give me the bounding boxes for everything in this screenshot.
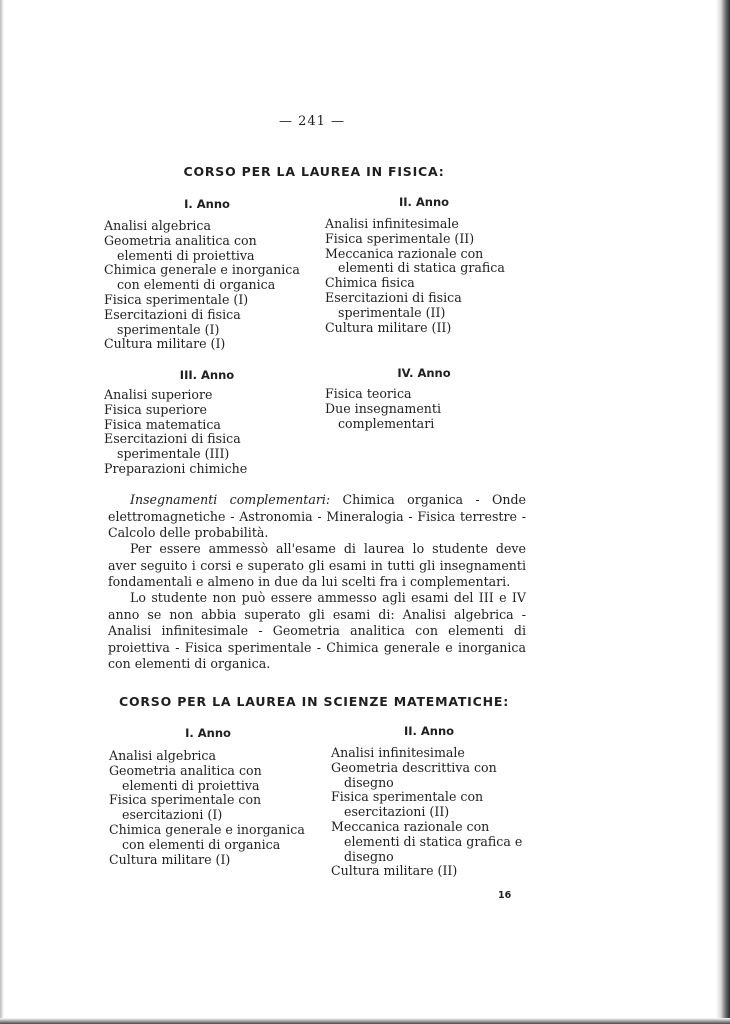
course-item: Analisi infinitesimale [325,216,459,231]
course-item: Cultura militare (II) [331,863,458,879]
course-item: Fisica sperimentale (I) [104,291,249,307]
year-heading: III. Anno [179,368,235,382]
year-heading: I. Anno [185,726,231,740]
course-list [325,387,524,431]
course-item: Fisica teorica [325,386,412,401]
page-number: — 241 — [278,114,346,129]
complementari-label: Insegnamenti complementari: [130,492,331,507]
section-title-fisica: CORSO PER LA LAUREA IN FISICA: [183,164,445,179]
course-item: Meccanica razionale con elementi di statica grafica [325,245,505,276]
paragraph-text: Per essere ammessò all'esame di laurea lo studente deve aver seguito i corsi e superato gli esami in tutti gli insegnamenti fondamentali e almeno in due da lui scelti fra i complementari. [108,541,526,590]
year-heading: II. Anno [398,195,450,209]
course-item: Fisica matematica [104,416,221,432]
paragraph-complementari [108,492,526,542]
course-item: Analisi superiore [104,387,213,402]
course-list [331,746,528,879]
course-item: Chimica generale e inorganica con elementi di organica [109,821,305,852]
scan-bottom-edge [0,1018,730,1024]
course-item: Chimica fisica [325,275,415,291]
course-item: Esercitazioni di fisica sperimentale (I) [104,306,241,337]
course-item: Analisi algebrica [109,748,216,763]
course-item: Fisica superiore [104,401,208,417]
course-item: Meccanica razionale con elementi di statica grafica e disegno [331,818,523,864]
folio-number: 16 [498,890,512,901]
complementari-text: Chimica organica - Onde elettromagnetiche - Astronomia - Mineralogia - Fisica terrestre - Calcolo delle probabilità. [108,492,526,541]
course-item: Preparazioni chimiche [104,460,248,476]
year-heading: II. Anno [403,724,455,738]
course-item: Esercitazioni di fisica sperimentale (III) [104,431,241,462]
course-item: Analisi algebrica [104,218,211,233]
section-title-matematiche: CORSO PER LA LAUREA IN SCIENZE MATEMATICHE: [118,694,509,709]
course-item: Chimica generale e inorganica con elementi di organica [104,262,300,293]
course-item: Fisica sperimentale (II) [325,230,475,246]
course-item: Cultura militare (I) [109,851,231,867]
course-item: Geometria analitica con elementi di proiettiva [104,232,257,263]
course-list [325,217,524,335]
scan-right-edge [716,0,730,1024]
course-item: Analisi infinitesimale [331,745,465,760]
course-item: Geometria descrittiva con disegno [331,759,497,790]
course-item: Cultura militare (I) [104,336,226,352]
paragraph-text: Lo studente non può essere ammesso agli esami del III e IV anno se non abbia superato gli esami di: Analisi algebrica - Analisi infinitesimale - Geometria analitica con elementi di proiettiva - Fisica sperimentale - Chimica generale e inorganica con elementi di organica. [108,590,526,672]
year-heading: I. Anno [184,197,230,211]
course-item: Fisica sperimentale con esercitazioni (I) [109,792,262,823]
course-item: Due insegnamenti complementari [325,400,441,431]
course-item: Fisica sperimentale con esercitazioni (II) [331,789,484,820]
year-heading: IV. Anno [397,366,451,380]
course-list [104,219,306,352]
course-item: Esercitazioni di fisica sperimentale (II) [325,289,462,320]
scan-left-edge [0,0,4,1024]
course-list [109,749,308,867]
course-item: Cultura militare (II) [325,319,452,335]
course-item: Geometria analitica con elementi di proiettiva [109,762,262,793]
course-list [104,388,306,477]
paragraph-ammissione-esami [108,590,526,673]
paragraph-ammissione-laurea [108,541,526,591]
